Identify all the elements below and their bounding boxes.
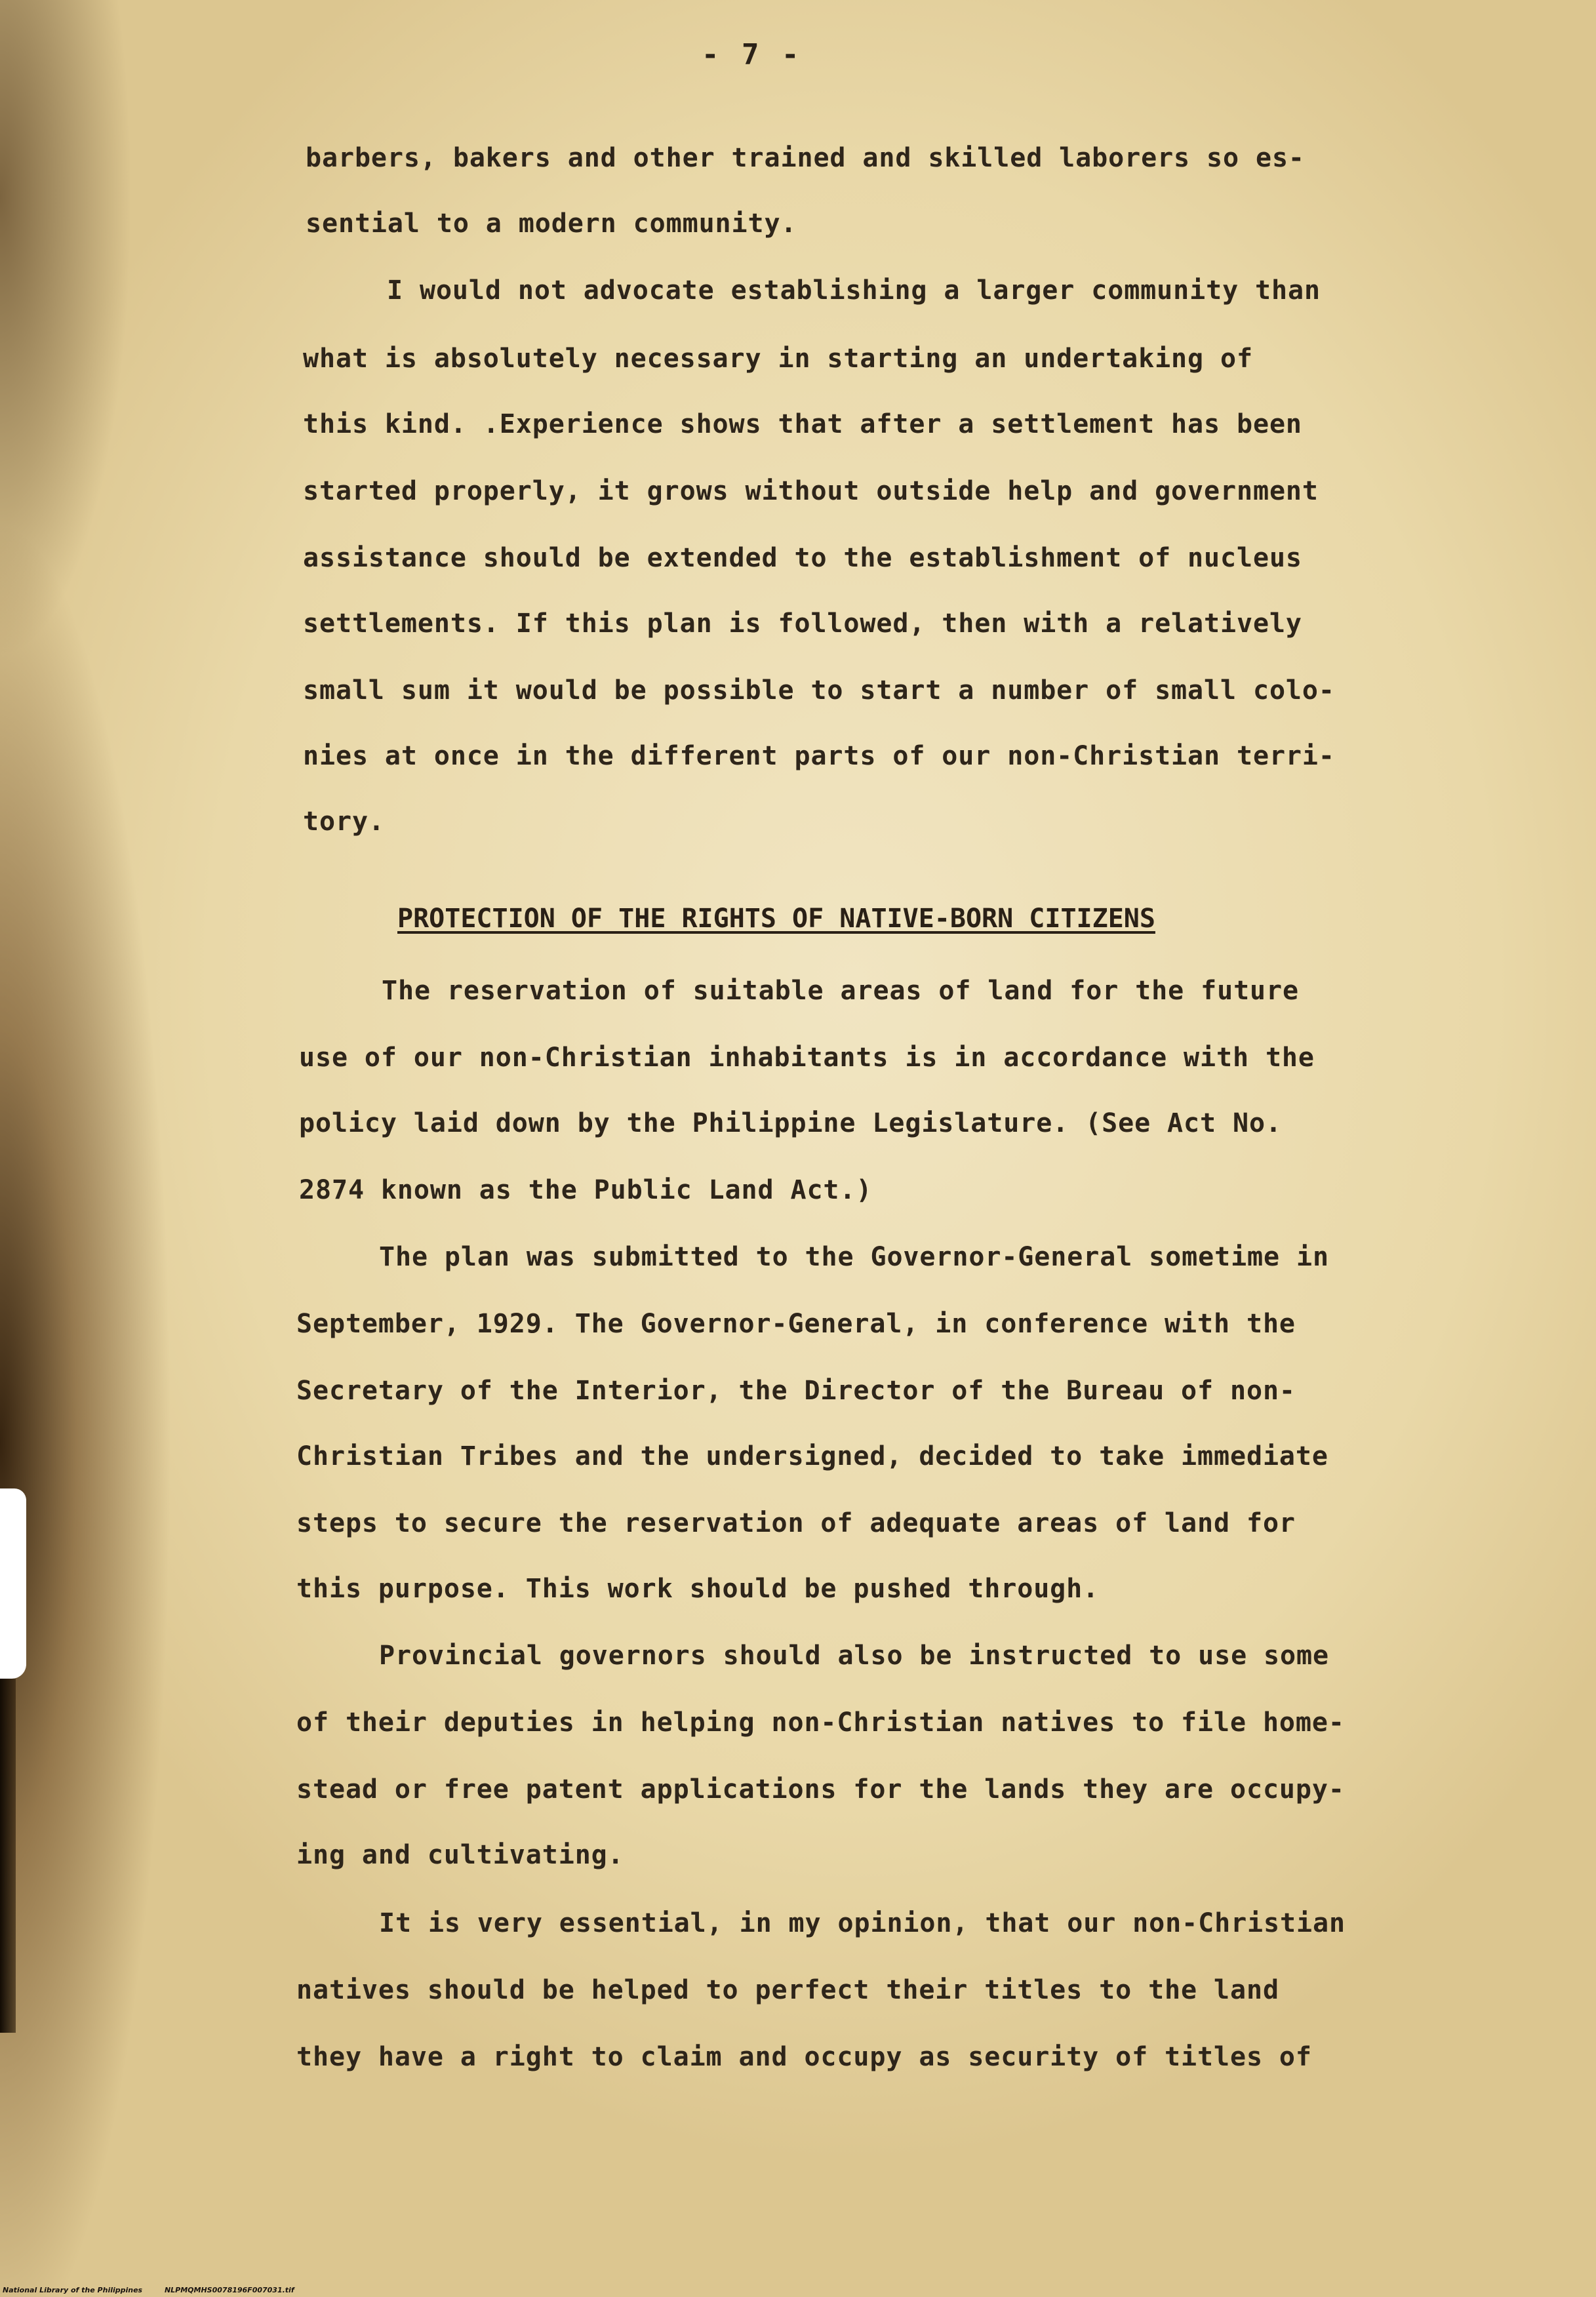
text-line: 2874 known as the Public Land Act.) xyxy=(299,1175,873,1205)
text-line: natives should be helped to perfect their titles to the land xyxy=(296,1975,1279,2005)
page-number: - 7 - xyxy=(702,38,802,71)
burnt-edge xyxy=(0,1679,16,2033)
footer-file-id: NLPMQMHS0078196F007031.tif xyxy=(164,2286,294,2294)
text-line: settlements. If this plan is followed, then with a relatively xyxy=(303,609,1302,639)
text-line: what is absolutely necessary in starting an undertaking of xyxy=(303,344,1253,374)
torn-edge xyxy=(0,1488,26,1679)
text-line: use of our non-Christian inhabitants is in accordance with the xyxy=(299,1043,1315,1073)
text-line: Provincial governors should also be instructed to use some xyxy=(379,1641,1329,1671)
text-line: small sum it would be possible to start a number of small colo- xyxy=(303,675,1335,706)
text-line: policy laid down by the Philippine Legislature. (See Act No. xyxy=(299,1108,1282,1138)
text-line: they have a right to claim and occupy as security of titles of xyxy=(296,2042,1312,2072)
text-line: stead or free patent applications for the lands they are occupy- xyxy=(296,1774,1345,1805)
text-line: barbers, bakers and other trained and skilled laborers so es- xyxy=(306,143,1305,173)
text-line: steps to secure the reservation of adequate areas of land for xyxy=(296,1508,1296,1538)
text-line: The reservation of suitable areas of land for the future xyxy=(382,976,1299,1006)
text-line: The plan was submitted to the Governor-General sometime in xyxy=(379,1242,1329,1272)
archive-footer xyxy=(3,2286,314,2294)
text-line: assistance should be extended to the establishment of nucleus xyxy=(303,543,1302,573)
text-line: ing and cultivating. xyxy=(296,1840,624,1870)
text-line: started properly, it grows without outside help and government xyxy=(303,476,1319,506)
text-line: tory. xyxy=(303,807,385,837)
text-line: Christian Tribes and the undersigned, decided to take immediate xyxy=(296,1441,1328,1471)
text-line: this kind. .Experience shows that after a settlement has been xyxy=(303,409,1302,439)
section-heading: PROTECTION OF THE RIGHTS OF NATIVE-BORN CITIZENS xyxy=(397,904,1155,934)
text-line: I would not advocate establishing a larger community than xyxy=(387,275,1321,306)
text-line: this purpose. This work should be pushed through. xyxy=(296,1574,1100,1604)
text-line: Secretary of the Interior, the Director of the Bureau of non- xyxy=(296,1376,1296,1406)
text-line: sential to a modern community. xyxy=(306,209,797,239)
footer-institution: National Library of the Philippines xyxy=(3,2286,143,2294)
text-line: It is very essential, in my opinion, that our non-Christian xyxy=(379,1908,1346,1938)
text-line: nies at once in the different parts of our non-Christian terri- xyxy=(303,741,1335,771)
text-line: of their deputies in helping non-Christian natives to file home- xyxy=(296,1708,1345,1738)
text-line: September, 1929. The Governor-General, in conference with the xyxy=(296,1309,1296,1339)
